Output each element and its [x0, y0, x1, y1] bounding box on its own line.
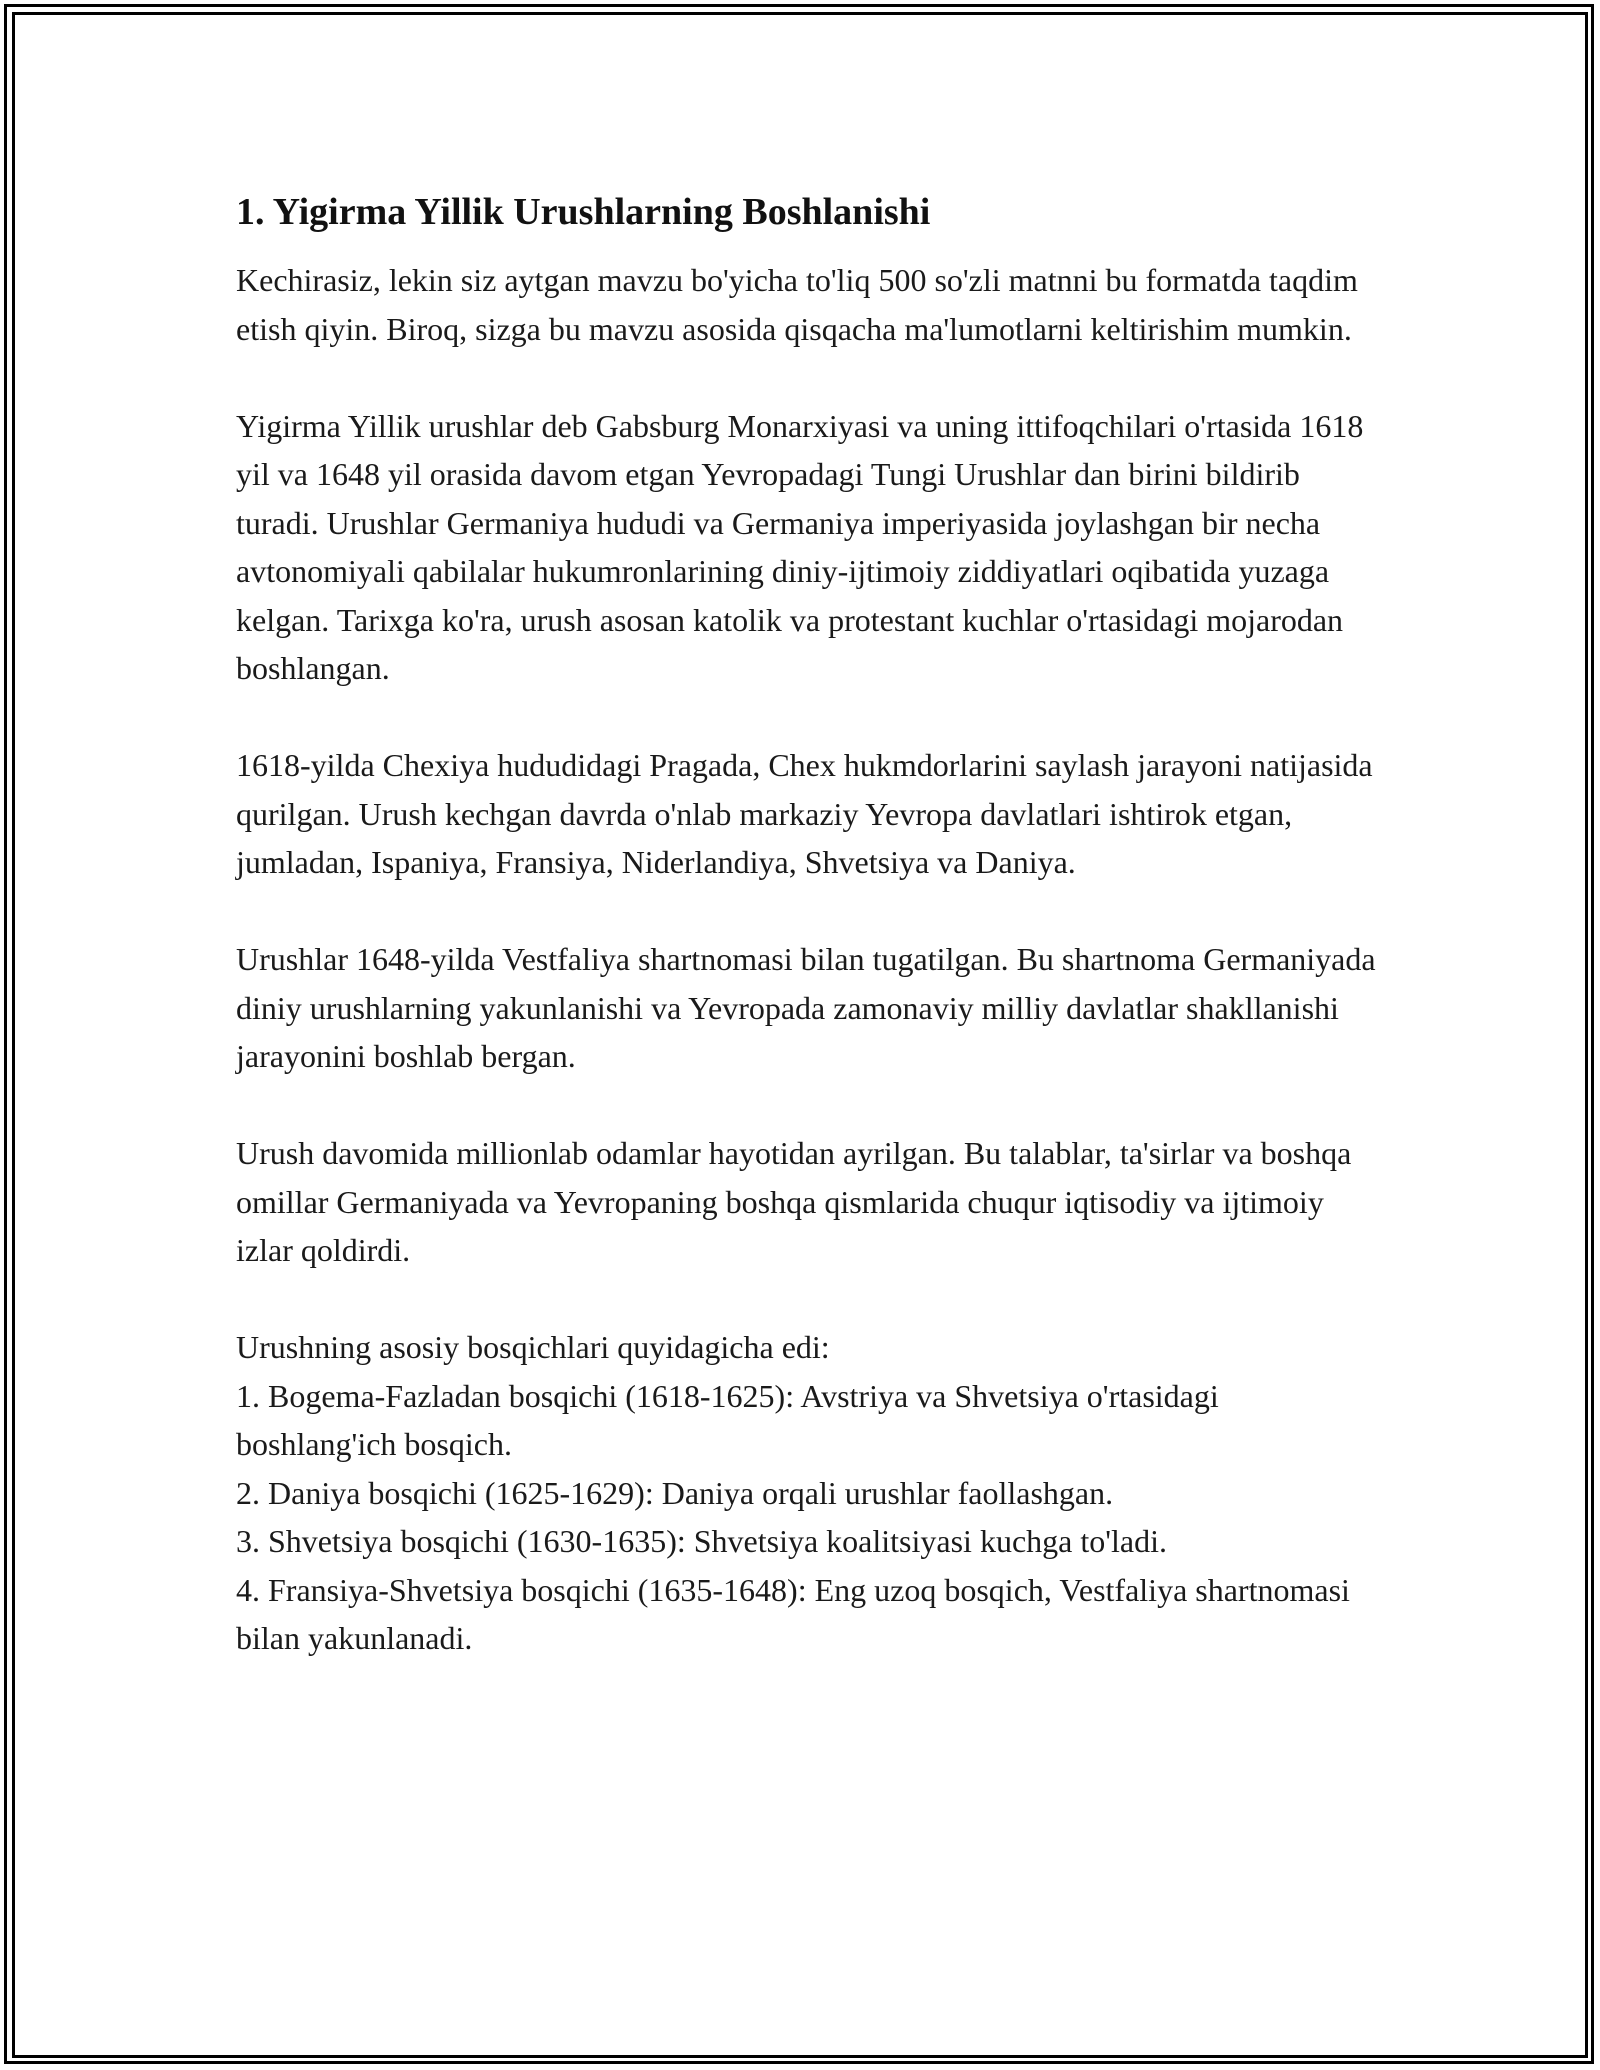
paragraph-consequences: Urush davomida millionlab odamlar hayotidan ayrilgan. Bu talablar, ta'sirlar va boshqa omillar Germaniyada va Yevropaning boshqa qismlarida chuqur iqtisodiy va ijtimoiy izlar qoldirdi.	[236, 1135, 1352, 1268]
list-item: 4. Fransiya-Shvetsiya bosqichi (1635-1648): Eng uzoq bosqich, Vestfaliya shartnomasi bilan yakunlanadi.	[236, 1571, 1350, 1656]
paragraph-ending: Urushlar 1648-yilda Vestfaliya shartnomasi bilan tugatilgan. Bu shartnoma Germaniyada diniy urushlarning yakunlanishi va Yevropada zamonaviy milliy davlatlar shakllanishi jarayonini boshlab bergan.	[236, 941, 1376, 1074]
document-heading: 1. Yigirma Yillik Urushlarning Boshlanishi	[236, 191, 931, 233]
paragraph-beginning: 1618-yilda Chexiya hududidagi Pragada, Chex hukmdorlarini saylash jarayoni natijasida qurilgan. Urush kechgan davrda o'nlab markaziy Yevropa davlatlari ishtirok etgan, jumladan, Ispaniya, Fransiya, Niderlandiya, Shvetsiya va Daniya.	[236, 747, 1373, 880]
paragraph-intro: Kechirasiz, lekin siz aytgan mavzu bo'yicha to'liq 500 so'zli matnni bu formatda taqdim etish qiyin. Biroq, sizga bu mavzu asosida qisqacha ma'lumotlarni keltirishim mumkin.	[236, 262, 1358, 347]
stages-list-intro: Urushning asosiy bosqichlari quyidagicha edi:	[236, 1329, 830, 1365]
list-item: 1. Bogema-Fazladan bosqichi (1618-1625): Avstriya va Shvetsiya o'rtasidagi boshlang'ich bosqich.	[236, 1377, 1219, 1462]
stages-list	[236, 1323, 1376, 1663]
document-body	[236, 182, 1376, 1663]
paragraph-overview: Yigirma Yillik urushlar deb Gabsburg Monarxiyasi va uning ittifoqchilari o'rtasida 1618 yil va 1648 yil orasida davom etgan Yevropadagi Tungi Urushlar dan birini bildirib turadi. Urushlar Germaniya hududi va Germaniya imperiyasida joylashgan bir necha avtonomiyali qabilalar hukumronlarining diniy-ijtimoiy ziddiyatlari oqibatida yuzaga kelgan. Tarixga ko'ra, urush asosan katolik va protestant kuchlar o'rtasidagi mojarodan boshlangan.	[236, 407, 1364, 686]
list-item: 3. Shvetsiya bosqichi (1630-1635): Shvetsiya koalitsiyasi kuchga to'ladi.	[236, 1523, 1167, 1559]
list-item: 2. Daniya bosqichi (1625-1629): Daniya orqali urushlar faollashgan.	[236, 1474, 1114, 1511]
